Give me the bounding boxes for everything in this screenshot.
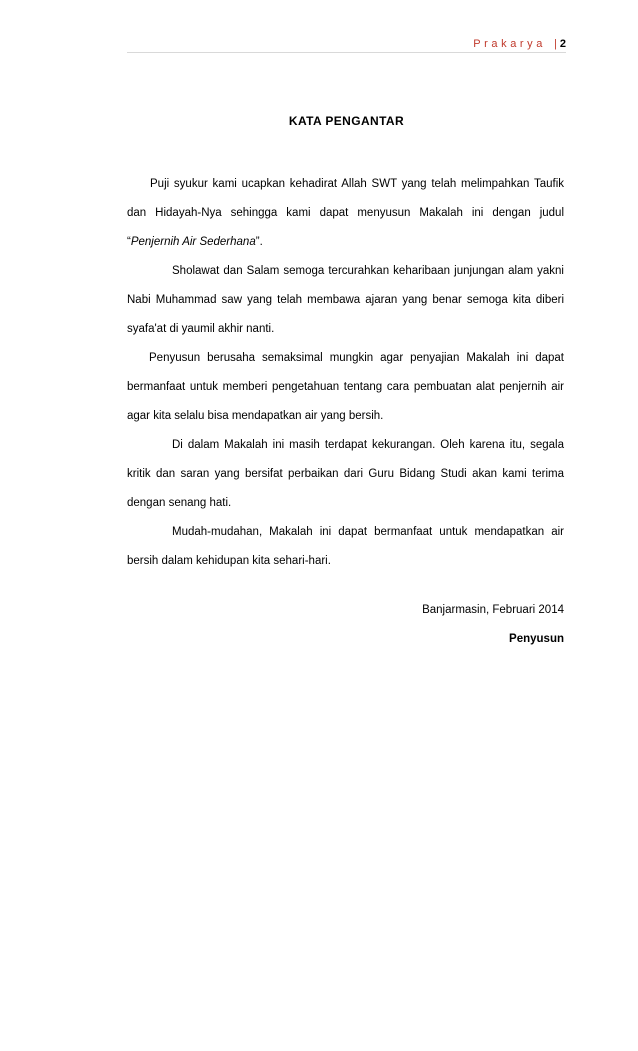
paragraph-1-text: Puji syukur kami ucapkan kehadirat Allah SWT yang telah melimpahkan Taufik dan Hidayah-Nya sehingga kami dapat menyusun Makalah ini dengan judul “ <box>127 178 564 248</box>
page-title: KATA PENGANTAR <box>288 114 405 128</box>
document-body <box>127 170 564 576</box>
header-label: Prakarya <box>473 38 547 50</box>
header-rule <box>127 52 566 53</box>
paragraph-5: Mudah-mudahan, Makalah ini dapat bermanfaat untuk mendapatkan air bersih dalam kehidupan kita sehari-hari. <box>127 526 564 567</box>
paragraph-1 <box>127 170 564 257</box>
page-number: 2 <box>559 38 566 50</box>
book-title: Penjernih Air Sederhana <box>130 236 256 248</box>
closing-block <box>127 596 564 654</box>
paragraph-3: Penyusun berusaha semaksimal mungkin agar penyajian Makalah ini dapat bermanfaat untuk memberi pengetahuan tentang cara pembuatan alat penjernih air agar kita selalu bisa mendapatkan air yang bersih. <box>127 352 564 422</box>
place-date: Banjarmasin, Februari 2014 <box>422 604 564 616</box>
paragraph-1-end: ”. <box>255 236 263 248</box>
author-signature: Penyusun <box>509 633 564 645</box>
page-header <box>473 38 566 50</box>
header-separator: | <box>554 38 557 50</box>
paragraph-2: Sholawat dan Salam semoga tercurahkan keharibaan junjungan alam yakni Nabi Muhammad saw yang telah membawa ajaran yang benar semoga kita diberi syafa'at di yaumil akhir nanti. <box>127 265 564 335</box>
paragraph-4: Di dalam Makalah ini masih terdapat kekurangan. Oleh karena itu, segala kritik dan saran yang bersifat perbaikan dari Guru Bidang Studi akan kami terima dengan senang hati. <box>127 439 564 509</box>
